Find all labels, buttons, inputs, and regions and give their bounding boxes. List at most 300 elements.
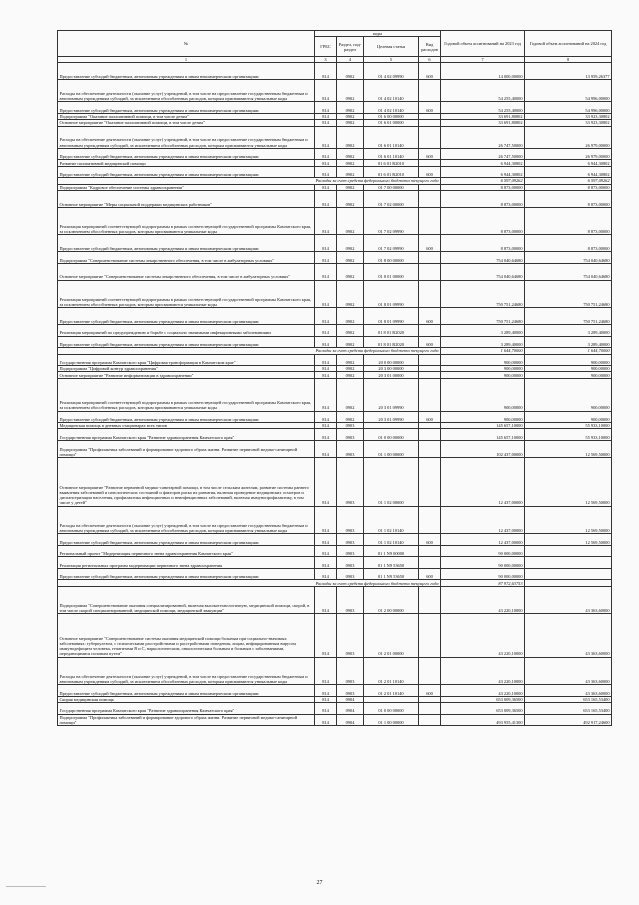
table-row xyxy=(58,429,612,441)
cell-2023: 145 657,10000 xyxy=(441,423,525,429)
cell-2024: 6 597,09262 xyxy=(525,178,612,184)
cell-csr: 01 7 00 00000 xyxy=(364,184,419,190)
cell-grbs: 814 xyxy=(315,80,337,102)
cell-grbs: 814 xyxy=(315,411,337,423)
cell-vr xyxy=(419,714,441,726)
cell-grbs: 814 xyxy=(315,366,337,372)
header-vr: Вид расходов xyxy=(419,37,441,57)
cell-2023: 12 437,00000 xyxy=(441,506,525,534)
cell-name: Развитие паллиативной медицинской помощи xyxy=(58,160,315,166)
cell-2024: 43 363,60000 xyxy=(525,614,612,657)
cell-2024: 33 923,30802 xyxy=(525,114,612,120)
cell-name: Предоставление субсидий бюджетным, автономным учреждениям и иным некоммерческим организациям xyxy=(58,308,315,325)
table-row xyxy=(58,80,612,102)
cell-grbs: 814 xyxy=(315,568,337,580)
cell-2023: 102 437,00000 xyxy=(441,441,525,458)
cell-razdel: 0903 xyxy=(337,423,364,429)
cell-csr: 20 3 00 00000 xyxy=(364,366,419,372)
cell-grbs: 814 xyxy=(315,235,337,252)
header-index: 8 xyxy=(525,57,612,63)
cell-razdel: 0902 xyxy=(337,184,364,190)
cell-2024: 12 569,50000 xyxy=(525,441,612,458)
cell-grbs: 814 xyxy=(315,280,337,308)
cell-csr: 01 4 02 10140 xyxy=(364,80,419,102)
cell-csr: 01 1 02 10140 xyxy=(364,506,419,534)
cell-2024: 3 289,40000 xyxy=(525,325,612,337)
cell-razdel: 0902 xyxy=(337,372,364,378)
cell-csr: 01 6 01 R2010 xyxy=(364,160,419,166)
table-row xyxy=(58,657,612,685)
cell-name: Предоставление субсидий бюджетным, автономным учреждениям и иным некоммерческим организациям xyxy=(58,63,315,80)
table-row xyxy=(58,457,612,506)
cell-csr: 01 7 02 00000 xyxy=(364,190,419,207)
cell-grbs: 814 xyxy=(315,336,337,348)
cell-2023: 43 220,10000 xyxy=(441,586,525,614)
cell-vr: 600 xyxy=(419,63,441,80)
cell-vr xyxy=(419,429,441,441)
cell-name: Реализация мероприятий соответствующей подпрограммы в рамках соответствующей государственной программы Камчатского края, за исключением обособленных расходов, которым присваиваются уникальные коды xyxy=(58,280,315,308)
cell-name: Предоставление субсидий бюджетным, автономным учреждениям и иным некоммерческим организациям xyxy=(58,534,315,546)
cell-vr xyxy=(419,557,441,569)
table-row xyxy=(58,148,612,160)
cell-grbs: 814 xyxy=(315,703,337,715)
cell-2023: 1 644,70000 xyxy=(441,348,525,354)
cell-vr: 600 xyxy=(419,308,441,325)
cell-vr: 600 xyxy=(419,235,441,252)
table-row xyxy=(58,126,612,148)
cell-vr: 600 xyxy=(419,102,441,114)
cell-2024: 1 644,70000 xyxy=(525,348,612,354)
header-index: 7 xyxy=(441,57,525,63)
cell-csr: 01 1 N9 00000 xyxy=(364,545,419,557)
cell-csr: 01 0 00 00000 xyxy=(364,429,419,441)
cell-2023: 12 437,00000 xyxy=(441,457,525,506)
cell-2023: 87 972,63753 xyxy=(441,580,525,586)
cell-grbs: 814 xyxy=(315,114,337,120)
cell-grbs: 814 xyxy=(315,354,337,366)
page-number: 27 xyxy=(316,880,323,886)
cell-razdel: 0903 xyxy=(337,506,364,534)
cell-2023: 54 255,40000 xyxy=(441,102,525,114)
cell-grbs: 814 xyxy=(315,696,337,702)
cell-2024: 750 751,24680 xyxy=(525,308,612,325)
cell-vr xyxy=(419,263,441,280)
table-row xyxy=(58,685,612,697)
cell-csr: 01 8 01 00000 xyxy=(364,263,419,280)
cell-2023: 43 220,10000 xyxy=(441,614,525,657)
cell-2023: 754 040,64680 xyxy=(441,263,525,280)
cell-csr: 20 3 01 00000 xyxy=(364,372,419,378)
cell-vr xyxy=(419,126,441,148)
cell-name: Государственная программа Камчатского края "Развитие здравоохранения Камчатского края" xyxy=(58,429,315,441)
cell-2024: 54 996,00000 xyxy=(525,102,612,114)
cell-razdel: 0902 xyxy=(337,263,364,280)
cell-name: Предоставление субсидий бюджетным, автономным учреждениям и иным некоммерческим организациям xyxy=(58,685,315,697)
cell-2023: 33 691,80802 xyxy=(441,120,525,126)
cell-2023: 43 220,10000 xyxy=(441,685,525,697)
header-index: 3 xyxy=(315,57,337,63)
cell-razdel: 0903 xyxy=(337,586,364,614)
cell-razdel: 0902 xyxy=(337,366,364,372)
cell-csr: 01 1 02 00000 xyxy=(364,457,419,506)
table-row xyxy=(58,263,612,280)
table-row xyxy=(58,280,612,308)
table-row xyxy=(58,190,612,207)
table-row xyxy=(58,614,612,657)
cell-vr xyxy=(419,441,441,458)
cell-csr: 01 1 N9 53650 xyxy=(364,568,419,580)
cell-razdel: 0902 xyxy=(337,114,364,120)
cell-name: Расходы на обеспечение деятельности (оказание услуг) учреждений, в том числе на предоставление государственным бюджетным и автономным учреждениям субсидий, за исключением обособленных расходов, которым присваиваются уникальные коды xyxy=(58,80,315,102)
cell-csr: 20 3 01 09990 xyxy=(364,411,419,423)
cell-name: Медицинская помощь в дневных стационарах всех типов xyxy=(58,423,315,429)
cell-2024 xyxy=(525,557,612,569)
cell-razdel: 0903 xyxy=(337,441,364,458)
cell-2024: 754 040,64680 xyxy=(525,263,612,280)
cell-vr xyxy=(419,207,441,235)
cell-name: Расходы на обеспечение деятельности (оказание услуг) учреждений, в том числе на предоставление государственным бюджетным и автономным учреждениям субсидий, за исключением обособленных расходов, которым присваиваются уникальные коды xyxy=(58,506,315,534)
table-row xyxy=(58,308,612,325)
table-row xyxy=(58,63,612,80)
cell-vr xyxy=(419,190,441,207)
note-label: Расходы за счет средств федерального бюджета текущего года xyxy=(58,348,441,354)
cell-csr: 01 8 00 00000 xyxy=(364,252,419,264)
cell-vr xyxy=(419,614,441,657)
cell-name: Предоставление субсидий бюджетным, автономным учреждениям и иным некоммерческим организациям xyxy=(58,102,315,114)
cell-2024: 54 996,00000 xyxy=(525,80,612,102)
table-row xyxy=(58,411,612,423)
table-row xyxy=(58,378,612,411)
cell-csr: 01 1 00 00000 xyxy=(364,714,419,726)
cell-2023: 750 751,24680 xyxy=(441,280,525,308)
table-row xyxy=(58,545,612,557)
cell-razdel: 0902 xyxy=(337,378,364,411)
cell-vr xyxy=(419,354,441,366)
cell-csr: 01 6 01 R2010 xyxy=(364,166,419,178)
cell-name: Подпрограмма "Совершенствование оказания специализированной, включая высокотехнологичную, медицинской помощи, скорой, в том числе скорой специализированной, медицинской помощи, медицинской эвакуации" xyxy=(58,586,315,614)
cell-2024: 33 923,30802 xyxy=(525,120,612,126)
note-label: Расходы за счет средств федерального бюджета текущего года xyxy=(58,580,441,586)
cell-vr: 600 xyxy=(419,568,441,580)
cell-vr xyxy=(419,657,441,685)
note-label: Расходы за счет средств федерального бюджета текущего года xyxy=(58,178,441,184)
cell-name: Реализация мероприятий соответствующей подпрограммы в рамках соответствующей государственной программы Камчатского края, за исключением обособленных расходов, которым присваиваются уникальные коды xyxy=(58,378,315,411)
cell-2024: 43 363,60000 xyxy=(525,657,612,685)
cell-csr: 01 6 00 00000 xyxy=(364,114,419,120)
cell-name: Реализация мероприятий соответствующей подпрограммы в рамках соответствующей государственной программы Камчатского края, за исключением обособленных расходов, которым присваиваются уникальные коды xyxy=(58,207,315,235)
cell-name: Скорая медицинская помощь xyxy=(58,696,315,702)
cell-name: Предоставление субсидий бюджетным, автономным учреждениям и иным некоммерческим организациям xyxy=(58,336,315,348)
cell-name: Основное мероприятие "Оказание паллиативной помощи, в том числе детям" xyxy=(58,120,315,126)
cell-2023: 12 437,00000 xyxy=(441,534,525,546)
table-header xyxy=(58,31,612,63)
cell-2024: 900,00000 xyxy=(525,372,612,378)
cell-razdel: 0902 xyxy=(337,166,364,178)
cell-2023: 90 000,00000 xyxy=(441,568,525,580)
cell-2023: 900,00000 xyxy=(441,366,525,372)
table-row xyxy=(58,703,612,715)
cell-razdel: 0902 xyxy=(337,235,364,252)
cell-2023: 750 751,24680 xyxy=(441,308,525,325)
cell-2024: 55 933,10000 xyxy=(525,429,612,441)
cell-grbs: 814 xyxy=(315,325,337,337)
cell-grbs: 814 xyxy=(315,657,337,685)
cell-vr xyxy=(419,586,441,614)
table-row xyxy=(58,506,612,534)
cell-csr: 01 8 01 R2020 xyxy=(364,325,419,337)
cell-name: Основное мероприятие "Развитие первичной медико-санитарной помощи, в том числе сельским жителям, развитие системы раннего выявления заболеваний и патологических состояний и факторов риска их развития, включая проведение медицинских осмотров и диспансеризации населения, профилактика инфекционных и неинфекционных заболеваний, включая иммунопрофилактику, в том числе у детей" xyxy=(58,457,315,506)
cell-name: Подпрограмма "Оказание паллиативной помощи, в том числе детям" xyxy=(58,114,315,120)
cell-2023: 8 873,00000 xyxy=(441,190,525,207)
cell-2023: 754 040,64680 xyxy=(441,252,525,264)
cell-razdel: 0902 xyxy=(337,126,364,148)
cell-2024: 43 363,60000 xyxy=(525,685,612,697)
cell-2024: 900,00000 xyxy=(525,411,612,423)
cell-name: Предоставление субсидий бюджетным, автономным учреждениям и иным некоммерческим организациям xyxy=(58,148,315,160)
cell-razdel: 0904 xyxy=(337,696,364,702)
table-row xyxy=(58,207,612,235)
cell-grbs: 814 xyxy=(315,207,337,235)
cell-razdel: 0902 xyxy=(337,63,364,80)
table-row xyxy=(58,252,612,264)
cell-grbs: 814 xyxy=(315,63,337,80)
cell-2023: 900,00000 xyxy=(441,411,525,423)
cell-name: Основное мероприятие "Совершенствование системы оказания медицинской помощи больным при социально-значимых заболеваниях: туберкулезом, с психическими расстройствами и расстройствами поведения, лицам, инфицированным вирусом иммунодефицита человека, гепатитами B и C, наркологическим, онкологическим больным и больным с заболеваниями, передающимися половым путем" xyxy=(58,614,315,657)
table-row xyxy=(58,325,612,337)
cell-grbs: 814 xyxy=(315,126,337,148)
cell-grbs: 814 xyxy=(315,184,337,190)
cell-razdel: 0902 xyxy=(337,160,364,166)
table-row xyxy=(58,102,612,114)
cell-grbs: 814 xyxy=(315,685,337,697)
cell-2023: 6 944,30802 xyxy=(441,166,525,178)
cell-razdel: 0903 xyxy=(337,429,364,441)
cell-2024: 653 165,53400 xyxy=(525,696,612,702)
cell-2024: 13 959,26377 xyxy=(525,63,612,80)
scan-edge-mark xyxy=(6,886,46,887)
table-body xyxy=(58,63,612,726)
cell-name: Предоставление субсидий бюджетным, автономным учреждениям и иным некоммерческим организациям xyxy=(58,411,315,423)
cell-razdel: 0903 xyxy=(337,545,364,557)
cell-2023: 900,00000 xyxy=(441,378,525,411)
cell-name: Подпрограмма "Профилактика заболеваний и формирование здорового образа жизни. Развитие первичной медико-санитарной помощи" xyxy=(58,441,315,458)
cell-grbs: 814 xyxy=(315,263,337,280)
table-row xyxy=(58,568,612,580)
header-index: 1 xyxy=(58,57,315,63)
table-row xyxy=(58,354,612,366)
cell-grbs: 814 xyxy=(315,506,337,534)
cell-vr: 600 xyxy=(419,336,441,348)
cell-2023: 3 289,40000 xyxy=(441,325,525,337)
cell-2023: 900,00000 xyxy=(441,354,525,366)
table-row xyxy=(58,166,612,178)
cell-2023: 26 747,50000 xyxy=(441,126,525,148)
cell-razdel: 0902 xyxy=(337,325,364,337)
header-index: 6 xyxy=(419,57,441,63)
cell-grbs: 814 xyxy=(315,378,337,411)
cell-2024: 653 165,53400 xyxy=(525,703,612,715)
cell-2024: 900,00000 xyxy=(525,378,612,411)
cell-razdel: 0902 xyxy=(337,411,364,423)
table-row xyxy=(58,586,612,614)
cell-csr: 20 0 00 00000 xyxy=(364,354,419,366)
cell-razdel: 0903 xyxy=(337,557,364,569)
cell-vr xyxy=(419,280,441,308)
cell-name: Подпрограмма "Совершенствование системы лекарственного обеспечения, в том числе в амбулаторных условиях" xyxy=(58,252,315,264)
table-row xyxy=(58,557,612,569)
cell-csr: 01 6 01 00000 xyxy=(364,120,419,126)
header-razdel: Раздел, под-раздел xyxy=(337,37,364,57)
cell-vr xyxy=(419,457,441,506)
cell-razdel: 0904 xyxy=(337,714,364,726)
cell-grbs: 814 xyxy=(315,372,337,378)
cell-grbs: 814 xyxy=(315,614,337,657)
cell-2023: 3 289,40000 xyxy=(441,336,525,348)
cell-2023: 653 009,36500 xyxy=(441,703,525,715)
cell-2023: 54 255,40000 xyxy=(441,80,525,102)
cell-razdel: 0902 xyxy=(337,308,364,325)
cell-2024: 3 289,40000 xyxy=(525,336,612,348)
cell-csr: 01 1 N9 53650 xyxy=(364,557,419,569)
cell-2024: 12 569,50000 xyxy=(525,534,612,546)
cell-2023: 8 873,00000 xyxy=(441,184,525,190)
cell-name: Расходы на обеспечение деятельности (оказание услуг) учреждений, в том числе на предоставление государственным бюджетным и автономным учреждениям субсидий, за исключением обособленных расходов, которым присваиваются уникальные коды xyxy=(58,126,315,148)
cell-csr: 01 6 01 10140 xyxy=(364,126,419,148)
cell-name: Предоставление субсидий бюджетным, автономным учреждениям и иным некоммерческим организациям xyxy=(58,568,315,580)
cell-razdel: 0902 xyxy=(337,80,364,102)
cell-2024: 6 944,30802 xyxy=(525,160,612,166)
cell-2024: 26 979,00000 xyxy=(525,148,612,160)
cell-razdel: 0902 xyxy=(337,280,364,308)
cell-csr: 01 1 00 00000 xyxy=(364,441,419,458)
cell-2023: 90 000,00000 xyxy=(441,557,525,569)
cell-name: Основное мероприятие "Развитие информатизации в здравоохранении" xyxy=(58,372,315,378)
cell-name: Предоставление субсидий бюджетным, автономным учреждениям и иным некоммерческим организациям xyxy=(58,235,315,252)
header-csr: Целевая статья xyxy=(364,37,419,57)
cell-vr xyxy=(419,506,441,534)
cell-razdel: 0902 xyxy=(337,148,364,160)
cell-2023: 900,00000 xyxy=(441,372,525,378)
cell-csr: 20 3 01 09990 xyxy=(364,378,419,411)
cell-2024: 55 933,10000 xyxy=(525,423,612,429)
cell-csr: 01 0 00 00000 xyxy=(364,703,419,715)
cell-2023: 493 955,41300 xyxy=(441,714,525,726)
header-index: 4 xyxy=(337,57,364,63)
table-row xyxy=(58,235,612,252)
cell-name: Подпрограмма "Цифровой контур здравоохранения" xyxy=(58,366,315,372)
cell-2023: 145 657,10000 xyxy=(441,429,525,441)
table-row xyxy=(58,714,612,726)
cell-2024: 900,00000 xyxy=(525,354,612,366)
cell-grbs: 814 xyxy=(315,545,337,557)
cell-grbs: 814 xyxy=(315,160,337,166)
cell-csr: 01 2 01 00000 xyxy=(364,614,419,657)
header-number: № xyxy=(58,31,315,57)
cell-2023: 8 873,00000 xyxy=(441,207,525,235)
cell-2024 xyxy=(525,545,612,557)
cell-grbs: 814 xyxy=(315,534,337,546)
cell-razdel: 0903 xyxy=(337,657,364,685)
cell-razdel: 0903 xyxy=(337,568,364,580)
cell-grbs: 814 xyxy=(315,714,337,726)
cell-razdel: 0902 xyxy=(337,190,364,207)
cell-name: Основное мероприятие "Совершенствование системы лекарственного обеспечения, в том числе в амбулаторных условиях" xyxy=(58,263,315,280)
cell-name: Государственная программа Камчатского края "Развитие здравоохранения Камчатского края" xyxy=(58,703,315,715)
cell-razdel: 0902 xyxy=(337,120,364,126)
cell-2024 xyxy=(525,568,612,580)
cell-2023: 653 009,36500 xyxy=(441,696,525,702)
cell-vr xyxy=(419,325,441,337)
cell-grbs: 814 xyxy=(315,308,337,325)
cell-2024: 26 979,00000 xyxy=(525,126,612,148)
cell-vr xyxy=(419,252,441,264)
cell-csr: 01 8 01 09990 xyxy=(364,280,419,308)
cell-grbs: 814 xyxy=(315,252,337,264)
cell-razdel: 0903 xyxy=(337,614,364,657)
cell-grbs: 814 xyxy=(315,441,337,458)
cell-vr: 600 xyxy=(419,685,441,697)
cell-csr: 01 4 02 10140 xyxy=(364,102,419,114)
header-index: 5 xyxy=(364,57,419,63)
cell-csr: 01 4 02 09990 xyxy=(364,63,419,80)
header-grbs: ГРБС xyxy=(315,37,337,57)
cell-2024: 754 040,64680 xyxy=(525,252,612,264)
cell-csr: 01 6 01 10140 xyxy=(364,148,419,160)
cell-grbs: 814 xyxy=(315,120,337,126)
cell-grbs: 814 xyxy=(315,148,337,160)
cell-csr: 01 7 02 09990 xyxy=(364,207,419,235)
cell-2024: 8 873,00000 xyxy=(525,184,612,190)
cell-grbs: 814 xyxy=(315,457,337,506)
cell-2023: 14 000,00000 xyxy=(441,63,525,80)
header-2023: Годовой объем ассигнований на 2023 год xyxy=(441,31,525,57)
cell-2024: 6 944,30802 xyxy=(525,166,612,178)
cell-razdel: 0902 xyxy=(337,354,364,366)
cell-vr xyxy=(419,80,441,102)
cell-csr: 01 2 01 10140 xyxy=(364,657,419,685)
cell-csr: 01 2 00 00000 xyxy=(364,586,419,614)
cell-csr: 01 7 02 09990 xyxy=(364,235,419,252)
cell-grbs: 814 xyxy=(315,586,337,614)
cell-name: Подпрограмма "Кадровое обеспечение системы здравоохранения" xyxy=(58,184,315,190)
cell-2024: 492 917,24600 xyxy=(525,714,612,726)
cell-name: Реализация региональных программ модернизации первичного звена здравоохранения xyxy=(58,557,315,569)
cell-vr xyxy=(419,545,441,557)
cell-razdel: 0902 xyxy=(337,102,364,114)
cell-name: Расходы на обеспечение деятельности (оказание услуг) учреждений, в том числе на предоставление государственным бюджетным и автономным учреждениям субсидий, за исключением обособленных расходов, которым присваиваются уникальные коды xyxy=(58,657,315,685)
cell-razdel: 0903 xyxy=(337,685,364,697)
cell-2024: 900,00000 xyxy=(525,366,612,372)
cell-2023: 33 691,80802 xyxy=(441,114,525,120)
cell-csr: 01 1 02 10140 xyxy=(364,534,419,546)
cell-vr xyxy=(419,378,441,411)
cell-grbs: 814 xyxy=(315,557,337,569)
cell-name: Государственная программа Камчатского края "Цифровая трансформация в Камчатском крае" xyxy=(58,354,315,366)
cell-grbs: 814 xyxy=(315,423,337,429)
cell-2023: 26 747,50000 xyxy=(441,148,525,160)
cell-razdel: 0904 xyxy=(337,703,364,715)
cell-2024: 8 873,00000 xyxy=(525,190,612,207)
cell-2024: 8 873,00000 xyxy=(525,235,612,252)
cell-2024: 750 751,24680 xyxy=(525,280,612,308)
budget-table xyxy=(57,30,612,726)
cell-2023: 6 597,09262 xyxy=(441,178,525,184)
cell-csr: 01 8 01 09990 xyxy=(364,308,419,325)
cell-grbs: 814 xyxy=(315,190,337,207)
cell-grbs: 814 xyxy=(315,166,337,178)
cell-vr: 600 xyxy=(419,534,441,546)
cell-2024: 43 363,60000 xyxy=(525,586,612,614)
